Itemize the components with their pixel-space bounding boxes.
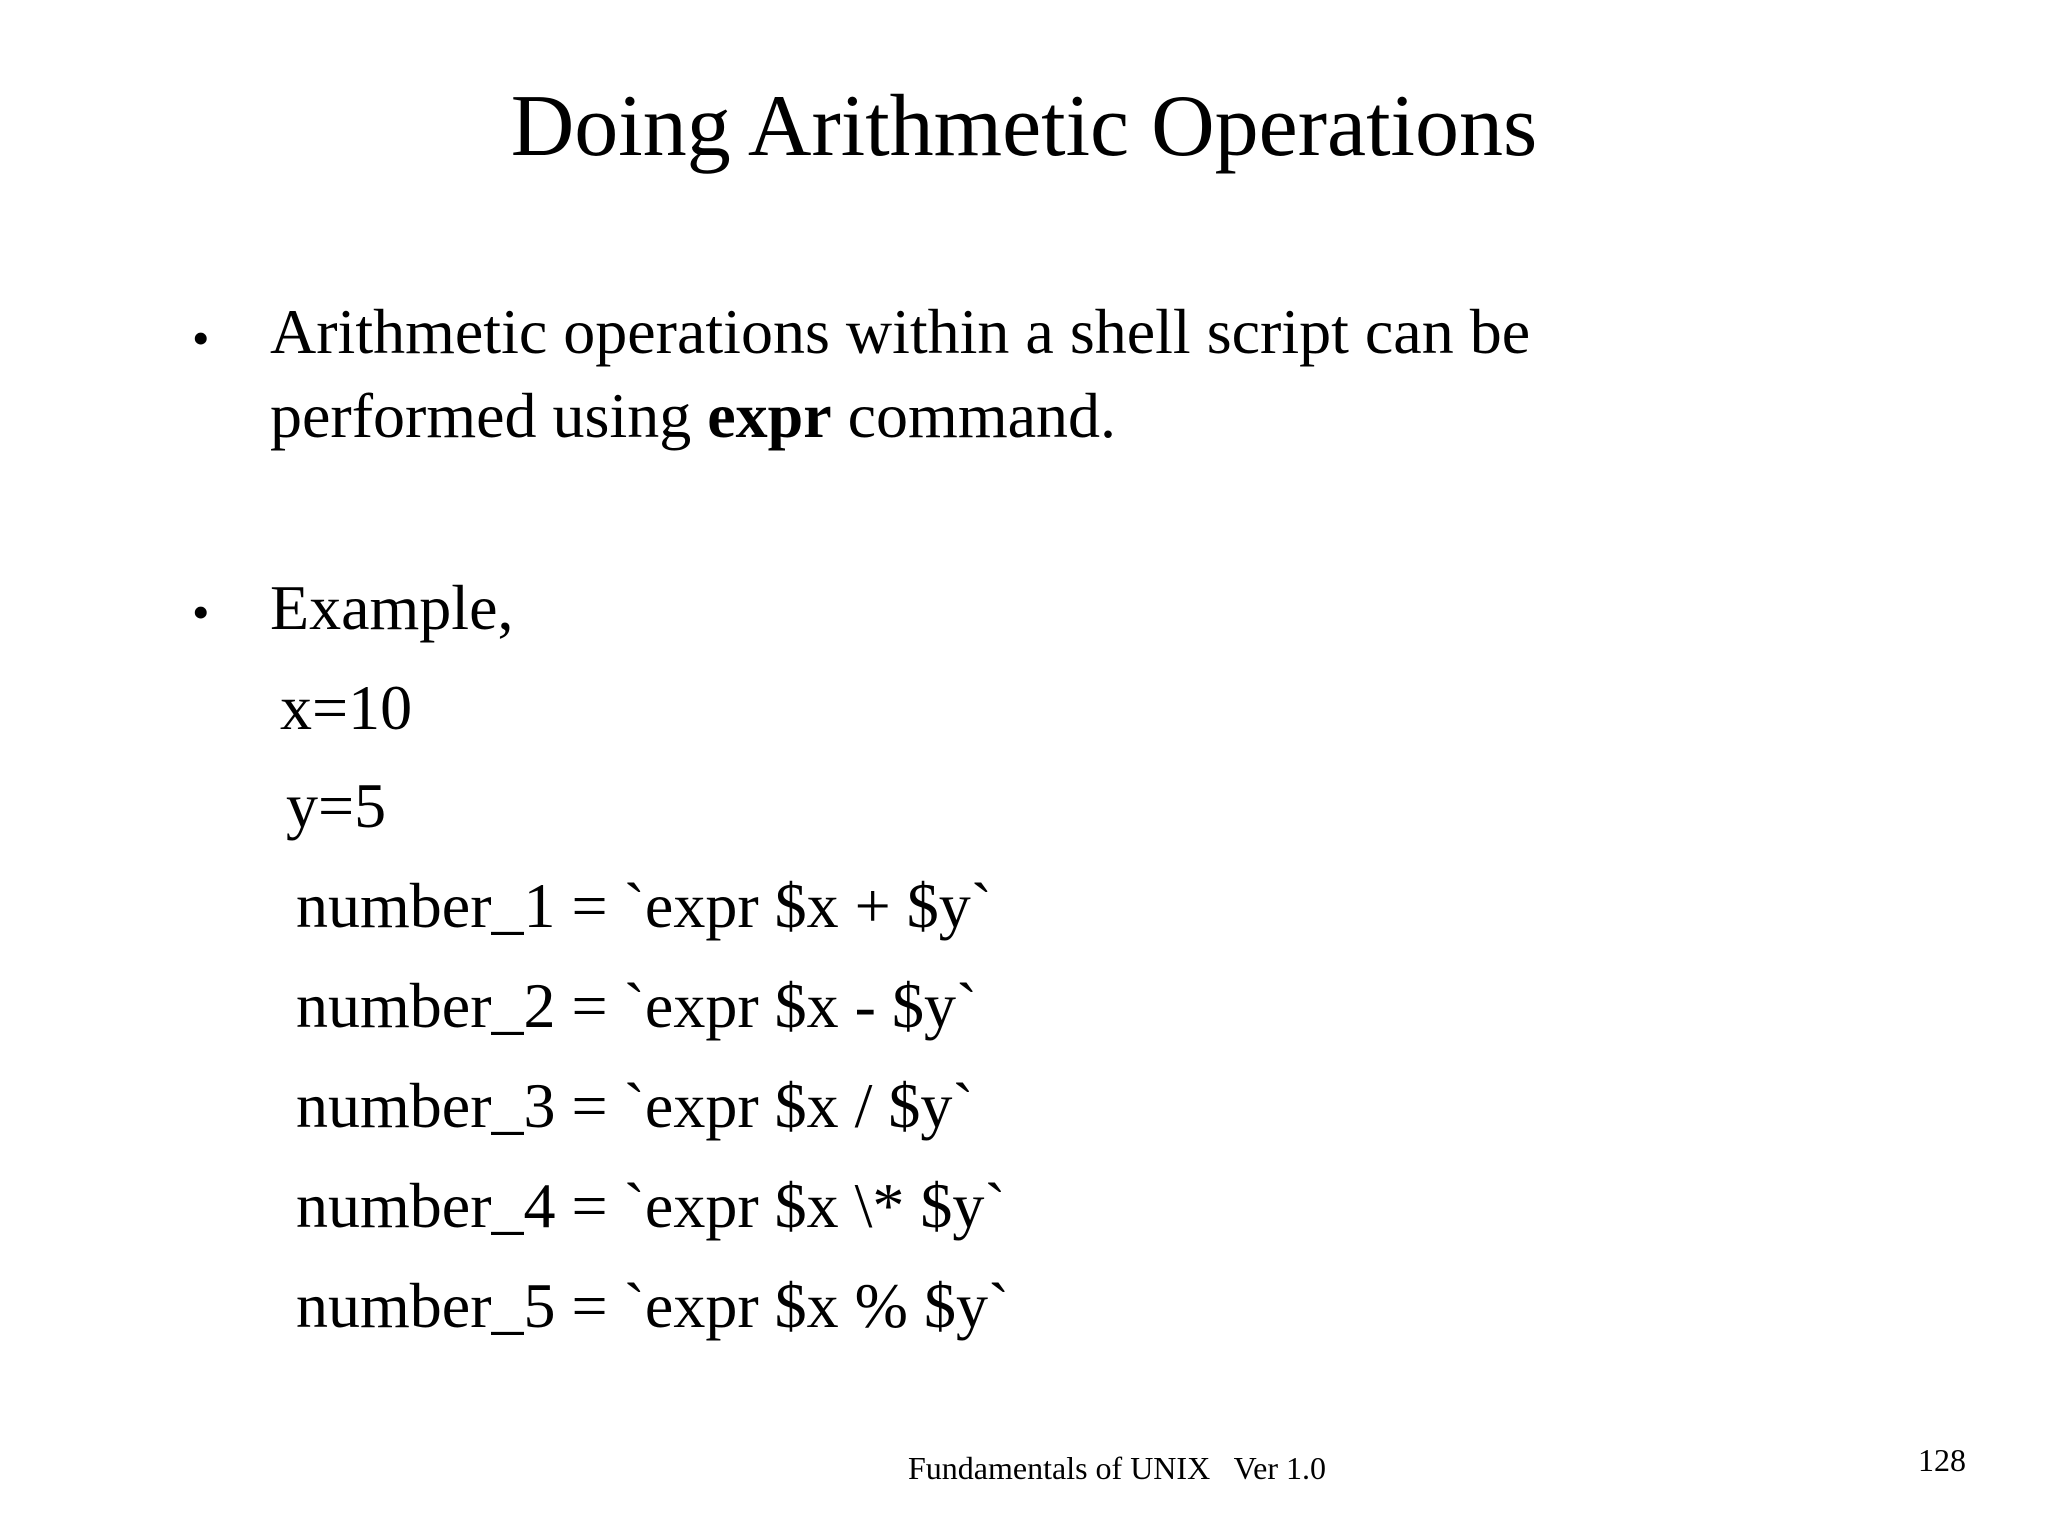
code-line: x=10 (280, 672, 413, 743)
slide-footer: Fundamentals of UNIX Ver 1.0 (908, 1450, 1327, 1486)
bullet-text-example: Example, (270, 572, 514, 643)
code-line: number_2 = `expr $x - $y` (296, 970, 978, 1041)
slide-title: Doing Arithmetic Operations (510, 78, 1538, 175)
code-line: number_5 = `expr $x % $y` (296, 1270, 1010, 1341)
page-number: 128 (1918, 1442, 1966, 1478)
bold-command: expr (707, 380, 832, 451)
bullet-text-part: command. (831, 380, 1116, 451)
code-line: number_1 = `expr $x + $y` (296, 870, 993, 941)
bullet-text-expr (270, 290, 1770, 458)
bullet-text-part: Arithmetic operations within a shell script can be performed using (270, 296, 1531, 451)
bullet-icon: • (192, 584, 210, 640)
bullet-icon: • (192, 310, 210, 366)
code-line: number_3 = `expr $x / $y` (296, 1070, 974, 1141)
code-line: number_4 = `expr $x \* $y` (296, 1170, 1006, 1241)
code-line: y=5 (286, 770, 387, 841)
